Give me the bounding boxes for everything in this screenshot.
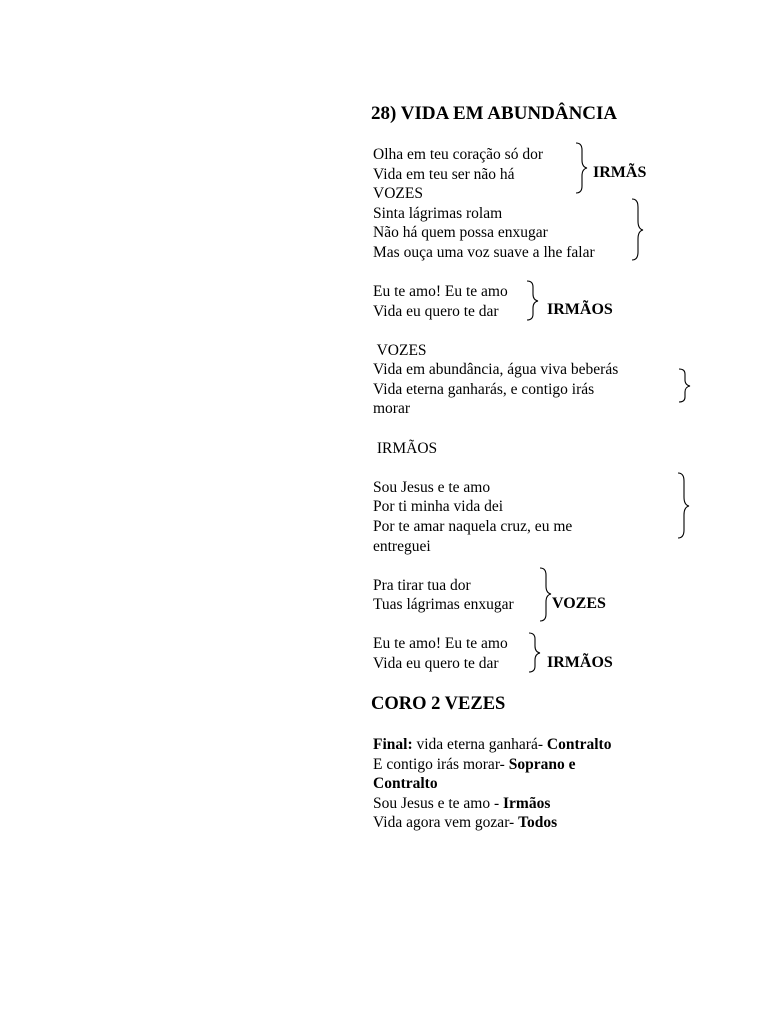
lyric-line: Vida eterna ganharás, e contigo irás: [373, 381, 595, 398]
lyric-line: morar: [373, 400, 411, 417]
lyric-line: Vida em teu ser não há: [373, 166, 515, 183]
final-text: Sou Jesus e te amo -: [373, 795, 504, 812]
voice-todos: Todos: [518, 814, 558, 831]
voice-irmaos: Irmãos: [503, 795, 551, 812]
final-text: vida eterna ganhará-: [412, 736, 547, 753]
final-line-4: [373, 794, 550, 813]
voice-label-irmas: IRMÃS: [593, 164, 647, 181]
brace-irmaos: [527, 280, 539, 321]
brace-vozes-3: [540, 567, 552, 622]
voice-label-vozes: VOZES: [552, 595, 606, 612]
final-line-5: [373, 813, 557, 832]
lyric-line: Tuas lágrimas enxugar: [373, 596, 514, 613]
brace-irmaos-2: [678, 472, 690, 539]
lyric-line: Vida eu quero te dar: [373, 303, 499, 320]
voice-label-irmaos: IRMÃOS: [547, 654, 613, 671]
lyric-line: Vida em abundância, água viva beberás: [373, 361, 619, 378]
section-label-irmaos: IRMÃOS: [373, 440, 438, 457]
lyric-line: Vida eu quero te dar: [373, 655, 499, 672]
brace-irmas: [576, 142, 588, 194]
lyric-line: Não há quem possa enxugar: [373, 224, 548, 241]
lyric-line: Olha em teu coração só dor: [373, 146, 544, 163]
brace-vozes: [632, 198, 644, 261]
voice-soprano: Soprano e: [508, 756, 576, 773]
lyric-line: Mas ouça uma voz suave a lhe falar: [373, 244, 595, 261]
chorus-heading: CORO 2 VEZES: [371, 694, 506, 714]
song-title: 28) VIDA EM ABUNDÂNCIA: [371, 103, 618, 124]
final-line-3: Contralto: [373, 775, 438, 792]
final-line-1: [373, 735, 611, 754]
lyric-line: Pra tirar tua dor: [373, 577, 471, 594]
final-text: E contigo irás morar-: [373, 756, 509, 773]
lyric-line: Sou Jesus e te amo: [373, 479, 491, 496]
lyric-line: Por ti minha vida dei: [373, 498, 504, 515]
lyric-line: Sinta lágrimas rolam: [373, 205, 503, 222]
final-text: Vida agora vem gozar-: [373, 814, 519, 831]
lyric-line: Por te amar naquela cruz, eu me: [373, 518, 573, 535]
lyric-line: Eu te amo! Eu te amo: [373, 283, 508, 300]
section-label-vozes: VOZES: [373, 185, 423, 202]
section-label-vozes: VOZES: [373, 342, 427, 359]
final-line-2: [373, 755, 575, 774]
lyric-line: entreguei: [373, 538, 431, 555]
voice-contralto: Contralto: [546, 736, 612, 753]
final-label: Final:: [373, 736, 413, 753]
brace-irmaos-3: [529, 632, 541, 673]
voice-label-irmaos: IRMÃOS: [547, 301, 613, 318]
brace-vozes-2: [679, 368, 691, 403]
lyric-line: Eu te amo! Eu te amo: [373, 635, 508, 652]
